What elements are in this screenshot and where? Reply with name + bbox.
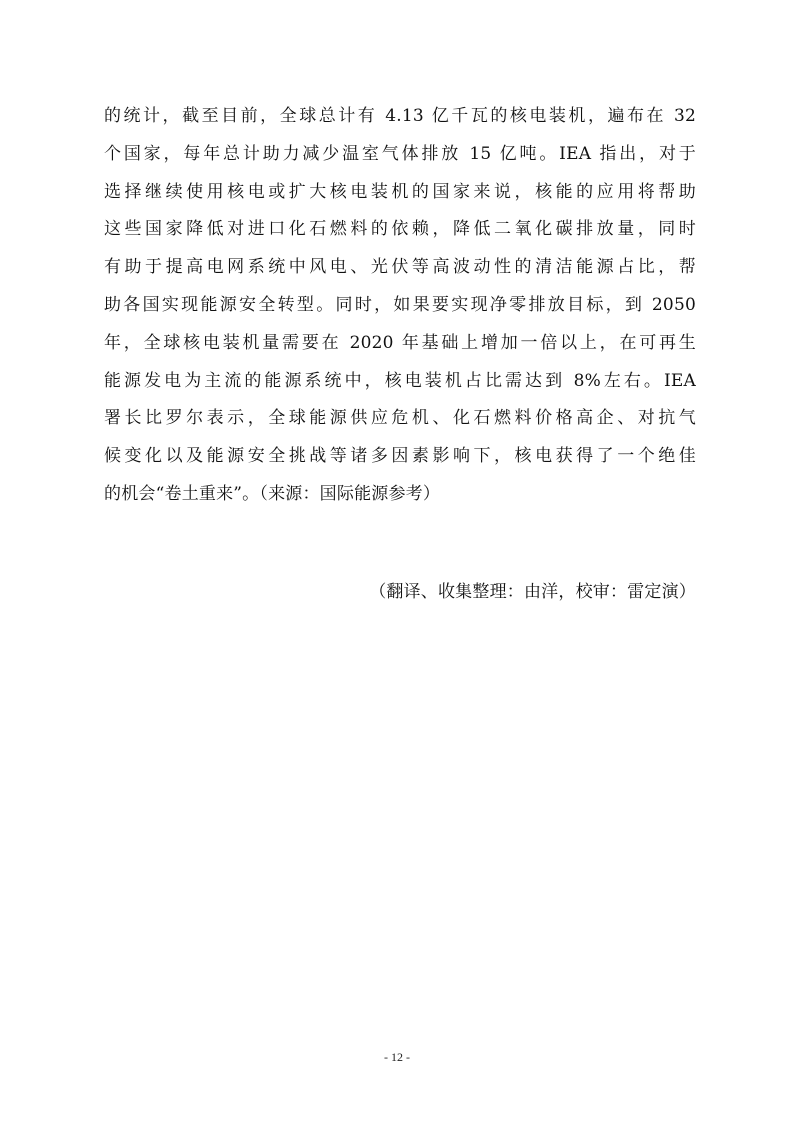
article-line: 助各国实现能源安全转型。同时，如果要实现净零排放目标，到 2050 <box>104 294 696 315</box>
translation-credit: （翻译、收集整理：由洋，校审：雷定演） <box>369 582 696 602</box>
article-line: 个国家，每年总计助力减少温室气体排放 15 亿吨。IEA 指出，对于 <box>104 143 696 164</box>
article-line: 的统计，截至目前，全球总计有 4.13 亿千瓦的核电装机，遍布在 32 <box>104 106 696 126</box>
article-line: 能源发电为主流的能源系统中，核电装机占比需达到 8%左右。IEA <box>104 370 696 391</box>
article-line: 年，全球核电装机量需要在 2020 年基础上增加一倍以上，在可再生 <box>104 332 696 353</box>
article-line: 候变化以及能源安全挑战等诸多因素影响下，核电获得了一个绝佳 <box>104 446 696 467</box>
article-line: 这些国家降低对进口化石燃料的依赖，降低二氧化碳排放量，同时 <box>104 219 696 240</box>
article-line: 选择继续使用核电或扩大核电装机的国家来说，核能的应用将帮助 <box>104 181 696 202</box>
page-number: - 12 - <box>384 1050 410 1064</box>
article-line: 的机会“卷土重来”。（来源：国际能源参考） <box>104 483 441 504</box>
article-body <box>104 98 696 514</box>
article-line: 署长比罗尔表示，全球能源供应危机、化石燃料价格高企、对抗气 <box>104 408 696 429</box>
article-line: 有助于提高电网系统中风电、光伏等高波动性的清洁能源占比，帮 <box>104 257 696 278</box>
